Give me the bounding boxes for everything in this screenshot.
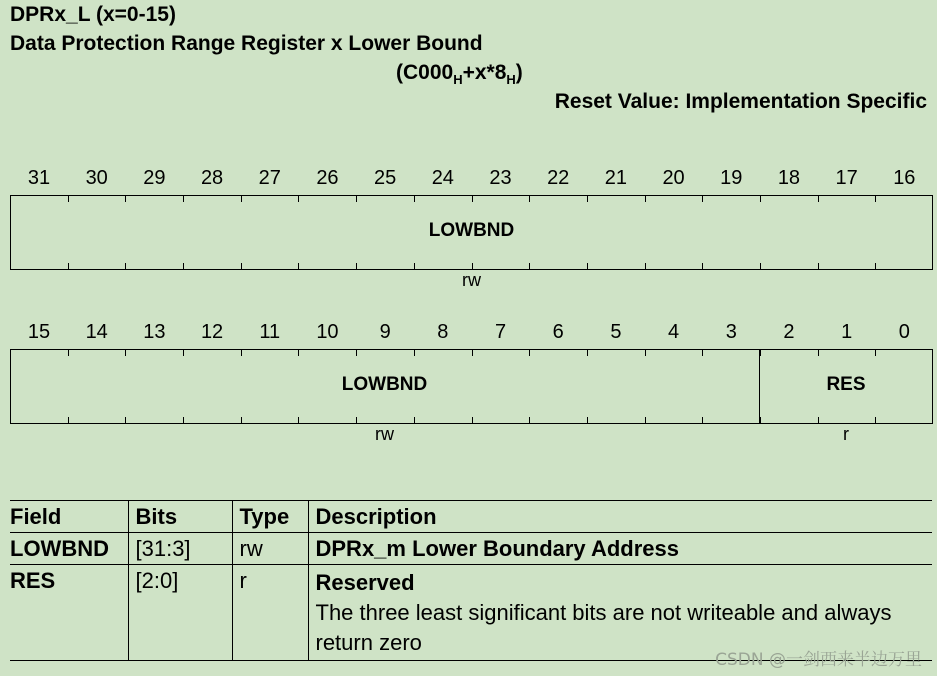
bit-tick bbox=[760, 349, 761, 356]
row-field: RES bbox=[10, 568, 56, 593]
bit-tick bbox=[298, 417, 299, 424]
bit-number: 21 bbox=[604, 167, 627, 189]
bit-tick bbox=[414, 417, 415, 424]
row-desc-title: DPRx_m Lower Boundary Address bbox=[315, 536, 679, 561]
bit-tick bbox=[587, 195, 588, 202]
bit-number: 11 bbox=[259, 321, 281, 343]
bit-tick bbox=[472, 417, 473, 424]
bit-number: 29 bbox=[143, 167, 166, 189]
bit-tick bbox=[875, 195, 876, 202]
bit-tick bbox=[125, 195, 126, 202]
bit-number: 24 bbox=[431, 167, 454, 189]
bit-number: 28 bbox=[200, 167, 224, 189]
register-name: DPRx_L (x=0-15) bbox=[10, 3, 176, 26]
bit-tick bbox=[645, 417, 646, 424]
bit-tick bbox=[702, 417, 703, 424]
bit-number: 10 bbox=[316, 321, 339, 343]
bit-tick bbox=[241, 195, 242, 202]
bit-tick bbox=[875, 263, 876, 270]
register-address: $(C000_H+x*8_H)$ bbox=[396, 61, 523, 87]
bit-tick bbox=[183, 195, 184, 202]
bit-tick bbox=[529, 349, 530, 356]
row-field: LOWBND bbox=[10, 536, 109, 561]
bit-tick bbox=[356, 263, 357, 270]
bit-tick bbox=[702, 349, 703, 356]
bit-tick bbox=[298, 263, 299, 270]
bit-tick bbox=[68, 195, 69, 202]
header-type: Type bbox=[232, 501, 308, 533]
bit-tick bbox=[356, 195, 357, 202]
bit-tick bbox=[472, 349, 473, 356]
bit-tick bbox=[125, 349, 126, 356]
bit-tick bbox=[760, 263, 761, 270]
bit-tick bbox=[241, 417, 242, 424]
row-bits: [31:3] bbox=[128, 533, 232, 565]
bit-tick bbox=[298, 195, 299, 202]
bit-tick bbox=[818, 417, 819, 424]
bit-tick bbox=[241, 349, 242, 356]
bit-tick bbox=[68, 417, 69, 424]
bit-tick bbox=[241, 263, 242, 270]
bit-tick bbox=[875, 417, 876, 424]
bit-tick bbox=[414, 349, 415, 356]
bit-tick bbox=[183, 263, 184, 270]
bit-tick bbox=[645, 195, 646, 202]
bit-number: 5 bbox=[610, 321, 622, 343]
bit-number: 30 bbox=[85, 167, 108, 189]
bit-number: 7 bbox=[494, 321, 507, 343]
bit-tick bbox=[587, 349, 588, 356]
bit-tick bbox=[702, 195, 703, 202]
bit-number: 3 bbox=[725, 321, 737, 343]
bit-tick bbox=[183, 349, 184, 356]
bit-tick bbox=[68, 349, 69, 356]
bit-number: 6 bbox=[552, 321, 564, 343]
bit-number: 16 bbox=[893, 167, 916, 189]
bit-number: 4 bbox=[668, 321, 680, 343]
upper-field-lowbnd: LOWBND bbox=[428, 220, 515, 241]
bit-tick bbox=[414, 195, 415, 202]
bit-number: 1 bbox=[841, 321, 853, 343]
bit-number: 31 bbox=[27, 167, 51, 189]
bit-tick bbox=[125, 417, 126, 424]
lower-field-lowbnd-type: rw bbox=[375, 424, 394, 444]
bit-tick bbox=[298, 349, 299, 356]
lower-field-res: RES bbox=[826, 374, 866, 395]
bit-number: 20 bbox=[662, 167, 685, 189]
bit-tick bbox=[529, 417, 530, 424]
bit-number: 19 bbox=[720, 167, 743, 189]
row-type: r bbox=[232, 565, 308, 661]
bit-tick bbox=[587, 263, 588, 270]
table-header-row bbox=[10, 501, 932, 533]
bit-number: 15 bbox=[27, 321, 51, 343]
bit-number: 14 bbox=[85, 321, 108, 343]
upper-field-lowbnd-type: rw bbox=[462, 270, 481, 290]
bit-number: 27 bbox=[258, 167, 281, 189]
bit-tick bbox=[760, 417, 761, 424]
field-description-table bbox=[10, 500, 932, 661]
bit-tick bbox=[529, 263, 530, 270]
bit-tick bbox=[356, 349, 357, 356]
bit-number: 25 bbox=[374, 167, 397, 189]
header-bits: Bits bbox=[128, 501, 232, 533]
reset-value: Reset Value: Implementation Specific bbox=[554, 90, 927, 113]
row-desc-title: Reserved bbox=[315, 570, 415, 595]
bit-tick bbox=[529, 195, 530, 202]
bit-number: 12 bbox=[200, 321, 224, 343]
table-row bbox=[10, 533, 932, 565]
bit-tick bbox=[472, 195, 473, 202]
bit-tick bbox=[645, 349, 646, 356]
bit-tick bbox=[645, 263, 646, 270]
row-desc-text: The three least significant bits are not writeable and always return zero bbox=[315, 600, 892, 655]
header-description: Description bbox=[308, 501, 932, 533]
bit-tick bbox=[702, 263, 703, 270]
bit-tick bbox=[183, 417, 184, 424]
bit-number: 17 bbox=[835, 167, 858, 189]
bit-tick bbox=[68, 263, 69, 270]
bit-number: 8 bbox=[437, 321, 449, 343]
bit-number: 2 bbox=[783, 321, 795, 343]
bit-tick bbox=[818, 195, 819, 202]
bit-number: 18 bbox=[777, 167, 801, 189]
bit-tick bbox=[587, 417, 588, 424]
row-description bbox=[308, 533, 932, 565]
watermark: CSDN @一剑西来半边万里 bbox=[715, 650, 922, 670]
bit-tick bbox=[875, 349, 876, 356]
bit-tick bbox=[414, 263, 415, 270]
bit-number: 13 bbox=[143, 321, 166, 343]
row-type: rw bbox=[232, 533, 308, 565]
bit-number: 22 bbox=[547, 167, 570, 189]
bit-tick bbox=[760, 195, 761, 202]
bit-tick bbox=[125, 263, 126, 270]
bit-number: 9 bbox=[379, 321, 391, 343]
bit-tick bbox=[356, 417, 357, 424]
lower-field-res-type: r bbox=[843, 424, 849, 444]
register-long-name: Data Protection Range Register x Lower Bound bbox=[10, 32, 483, 55]
bit-tick bbox=[818, 349, 819, 356]
row-bits: [2:0] bbox=[128, 565, 232, 661]
header-field: Field bbox=[10, 504, 62, 529]
bit-number: 26 bbox=[316, 167, 339, 189]
lower-field-lowbnd: LOWBND bbox=[341, 374, 428, 395]
bit-number: 23 bbox=[489, 167, 512, 189]
bit-number: 0 bbox=[898, 321, 910, 343]
bit-tick bbox=[818, 263, 819, 270]
bit-tick bbox=[472, 263, 473, 270]
